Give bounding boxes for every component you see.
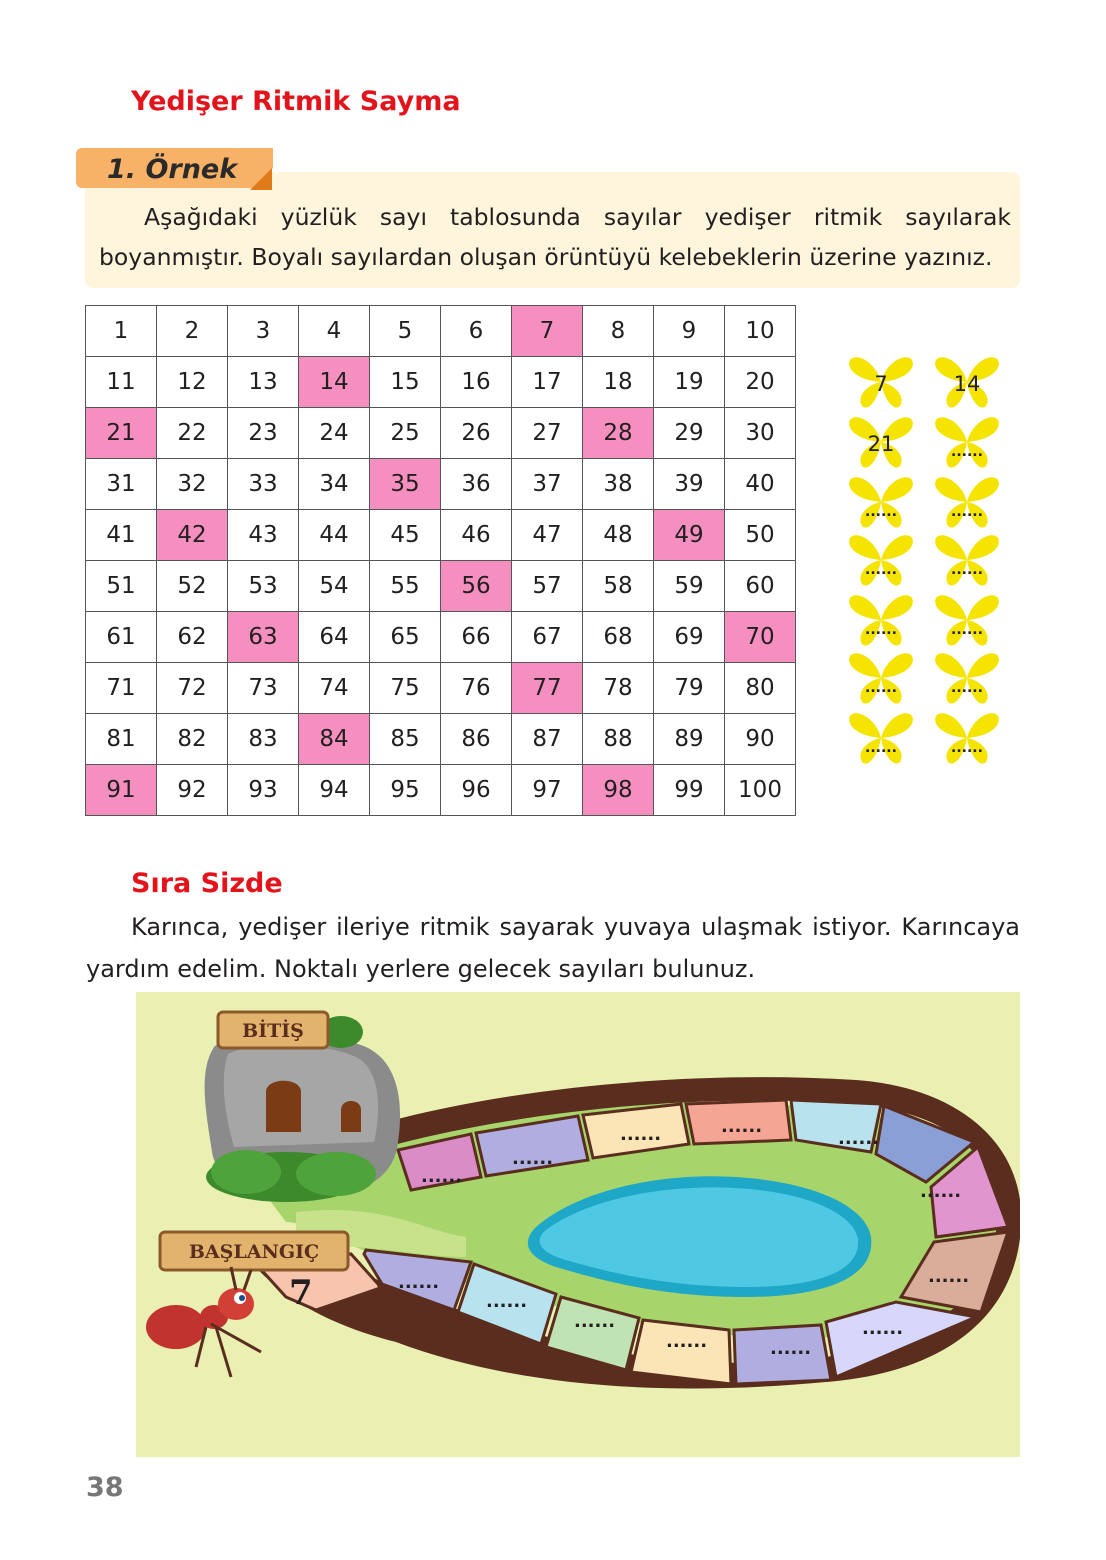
butterfly-value: ...... (951, 444, 983, 460)
chart-cell: 67 (512, 612, 583, 663)
chart-cell: 5 (370, 306, 441, 357)
chart-cell: 40 (725, 459, 796, 510)
butterfly-icon (848, 648, 914, 708)
tile-blank: ...... (838, 1128, 880, 1149)
chart-row (86, 357, 796, 408)
chart-cell: 92 (157, 765, 228, 816)
chart-cell: 48 (583, 510, 654, 561)
finish-label: BİTİŞ (242, 1020, 304, 1042)
chart-row (86, 459, 796, 510)
chart-cell: 33 (228, 459, 299, 510)
chart-row (86, 612, 796, 663)
tile-blank: ...... (862, 1318, 904, 1339)
chart-cell: 46 (441, 510, 512, 561)
chart-cell: 73 (228, 663, 299, 714)
chart-cell: 26 (441, 408, 512, 459)
chart-cell-highlighted: 84 (299, 714, 370, 765)
chart-cell: 65 (370, 612, 441, 663)
chart-cell-highlighted: 7 (512, 306, 583, 357)
tile-blank: ...... (721, 1116, 763, 1137)
butterfly (848, 530, 914, 590)
chart-cell: 55 (370, 561, 441, 612)
chart-cell: 85 (370, 714, 441, 765)
chart-cell-highlighted: 63 (228, 612, 299, 663)
butterfly (848, 708, 914, 768)
chart-cell: 9 (654, 306, 725, 357)
chart-cell: 6 (441, 306, 512, 357)
chart-cell: 45 (370, 510, 441, 561)
chart-cell: 31 (86, 459, 157, 510)
chart-cell: 4 (299, 306, 370, 357)
chart-cell: 69 (654, 612, 725, 663)
section-text: Karınca, yedişer ileriye ritmik sayarak yuvaya ulaşmak istiyor. Karıncaya yardım edelim. Noktalı yerlere gelecek sayıları bulunuz. (86, 913, 1020, 983)
chart-cell: 39 (654, 459, 725, 510)
chart-cell-highlighted: 14 (299, 357, 370, 408)
chart-cell: 50 (725, 510, 796, 561)
example-text: Aşağıdaki yüzlük sayı tablosunda sayılar yedişer ritmik sayılarak boyanmıştır. Boyalı sayılardan oluşan örüntüyü kelebeklerin üzerine yazınız. (99, 203, 1011, 271)
chart-cell: 96 (441, 765, 512, 816)
chart-cell: 62 (157, 612, 228, 663)
chart-cell: 95 (370, 765, 441, 816)
chart-cell: 30 (725, 408, 796, 459)
butterfly-icon (934, 412, 1000, 472)
tile-blank: ...... (620, 1124, 662, 1145)
chart-cell: 34 (299, 459, 370, 510)
chart-row (86, 306, 796, 357)
chart-cell: 81 (86, 714, 157, 765)
butterfly (934, 472, 1000, 532)
ant-path-game (136, 992, 1020, 1457)
chart-cell: 78 (583, 663, 654, 714)
chart-cell: 80 (725, 663, 796, 714)
chart-cell: 76 (441, 663, 512, 714)
chart-cell: 86 (441, 714, 512, 765)
chart-cell: 88 (583, 714, 654, 765)
butterfly-icon (848, 708, 914, 768)
chart-cell: 32 (157, 459, 228, 510)
butterfly-value: ...... (951, 504, 983, 520)
chart-cell: 58 (583, 561, 654, 612)
butterfly (848, 648, 914, 708)
chart-cell: 60 (725, 561, 796, 612)
butterfly-icon (934, 590, 1000, 650)
chart-cell: 38 (583, 459, 654, 510)
chart-cell: 59 (654, 561, 725, 612)
chart-cell: 93 (228, 765, 299, 816)
chart-row (86, 663, 796, 714)
butterfly-icon (934, 472, 1000, 532)
chart-cell: 37 (512, 459, 583, 510)
chart-cell: 64 (299, 612, 370, 663)
butterfly (934, 708, 1000, 768)
hundred-chart (85, 305, 796, 816)
chart-cell: 22 (157, 408, 228, 459)
tile-blank: ...... (398, 1272, 440, 1293)
chart-cell: 47 (512, 510, 583, 561)
chart-cell: 90 (725, 714, 796, 765)
chart-cell: 87 (512, 714, 583, 765)
chart-cell: 3 (228, 306, 299, 357)
chart-cell-highlighted: 91 (86, 765, 157, 816)
butterfly-value: 21 (867, 432, 895, 456)
chart-cell: 75 (370, 663, 441, 714)
tile-blank: ...... (920, 1181, 962, 1202)
butterfly (934, 530, 1000, 590)
chart-cell: 12 (157, 357, 228, 408)
chart-cell: 36 (441, 459, 512, 510)
chart-cell: 17 (512, 357, 583, 408)
house-door (266, 1081, 301, 1132)
example-label: 1. Örnek (107, 154, 238, 185)
chart-cell: 27 (512, 408, 583, 459)
butterfly-value: ...... (865, 740, 897, 756)
chart-cell: 19 (654, 357, 725, 408)
chart-cell: 68 (583, 612, 654, 663)
butterfly (934, 352, 1000, 412)
tile-blank: ...... (512, 1148, 554, 1169)
chart-row (86, 765, 796, 816)
butterfly-value: ...... (951, 740, 983, 756)
chart-cell: 11 (86, 357, 157, 408)
butterfly (934, 590, 1000, 650)
chart-cell: 72 (157, 663, 228, 714)
butterfly (934, 412, 1000, 472)
house-window (341, 1101, 361, 1132)
chart-cell: 16 (441, 357, 512, 408)
chart-cell-highlighted: 56 (441, 561, 512, 612)
chart-cell-highlighted: 35 (370, 459, 441, 510)
butterfly (848, 472, 914, 532)
butterfly-icon (934, 708, 1000, 768)
tile-blank: ...... (770, 1338, 812, 1359)
chart-cell: 82 (157, 714, 228, 765)
chart-cell: 66 (441, 612, 512, 663)
section-title: Sıra Sizde (131, 868, 283, 899)
chart-cell-highlighted: 28 (583, 408, 654, 459)
chart-cell: 2 (157, 306, 228, 357)
butterfly-value: 14 (953, 372, 981, 396)
chart-cell: 23 (228, 408, 299, 459)
chart-cell-highlighted: 77 (512, 663, 583, 714)
tile-blank: ...... (421, 1166, 463, 1187)
chart-cell: 54 (299, 561, 370, 612)
chart-cell: 44 (299, 510, 370, 561)
page-number: 38 (86, 1472, 124, 1503)
chart-cell-highlighted: 98 (583, 765, 654, 816)
chart-cell: 89 (654, 714, 725, 765)
butterfly-value: 7 (874, 372, 888, 396)
chart-cell: 99 (654, 765, 725, 816)
chart-cell: 20 (725, 357, 796, 408)
start-value: 7 (289, 1273, 313, 1313)
chart-cell: 24 (299, 408, 370, 459)
chart-cell: 15 (370, 357, 441, 408)
chart-cell: 61 (86, 612, 157, 663)
chart-cell: 41 (86, 510, 157, 561)
butterfly-icon (848, 590, 914, 650)
chart-cell: 8 (583, 306, 654, 357)
chart-cell: 53 (228, 561, 299, 612)
chart-row (86, 714, 796, 765)
chart-cell: 57 (512, 561, 583, 612)
chart-cell: 13 (228, 357, 299, 408)
butterfly-value: ...... (865, 622, 897, 638)
tile-blank: ...... (574, 1311, 616, 1332)
chart-cell-highlighted: 49 (654, 510, 725, 561)
chart-cell: 43 (228, 510, 299, 561)
tile-blank: ...... (666, 1331, 708, 1352)
tile-blank: ...... (928, 1266, 970, 1287)
tile-blank: ...... (486, 1291, 528, 1312)
butterfly-icon (934, 648, 1000, 708)
chart-row (86, 510, 796, 561)
butterfly-icon (934, 530, 1000, 590)
chart-cell: 10 (725, 306, 796, 357)
chart-cell-highlighted: 21 (86, 408, 157, 459)
chart-cell: 74 (299, 663, 370, 714)
butterfly-icon (848, 472, 914, 532)
bush (296, 1152, 376, 1196)
butterfly (934, 648, 1000, 708)
chart-cell: 100 (725, 765, 796, 816)
butterfly-icon (848, 530, 914, 590)
chart-cell: 18 (583, 357, 654, 408)
chart-cell: 25 (370, 408, 441, 459)
game-board (136, 992, 1020, 1457)
track-tile (631, 1320, 731, 1384)
chart-row (86, 561, 796, 612)
chart-cell-highlighted: 42 (157, 510, 228, 561)
chart-cell: 94 (299, 765, 370, 816)
butterfly-value: ...... (865, 562, 897, 578)
chart-cell: 97 (512, 765, 583, 816)
chart-cell: 71 (86, 663, 157, 714)
butterfly-value: ...... (951, 680, 983, 696)
chart-cell-highlighted: 70 (725, 612, 796, 663)
page-title: Yedişer Ritmik Sayma (131, 86, 461, 117)
bush (211, 1150, 281, 1194)
chart-cell: 79 (654, 663, 725, 714)
chart-cell: 29 (654, 408, 725, 459)
butterfly-value: ...... (951, 562, 983, 578)
butterfly (848, 352, 914, 412)
butterfly-value: ...... (865, 680, 897, 696)
butterfly-value: ...... (865, 504, 897, 520)
butterfly (848, 412, 914, 472)
chart-row (86, 408, 796, 459)
butterfly-value: ...... (951, 622, 983, 638)
butterfly (848, 590, 914, 650)
start-label: BAŞLANGIÇ (188, 1241, 320, 1263)
chart-cell: 1 (86, 306, 157, 357)
chart-cell: 51 (86, 561, 157, 612)
chart-cell: 83 (228, 714, 299, 765)
chart-cell: 52 (157, 561, 228, 612)
